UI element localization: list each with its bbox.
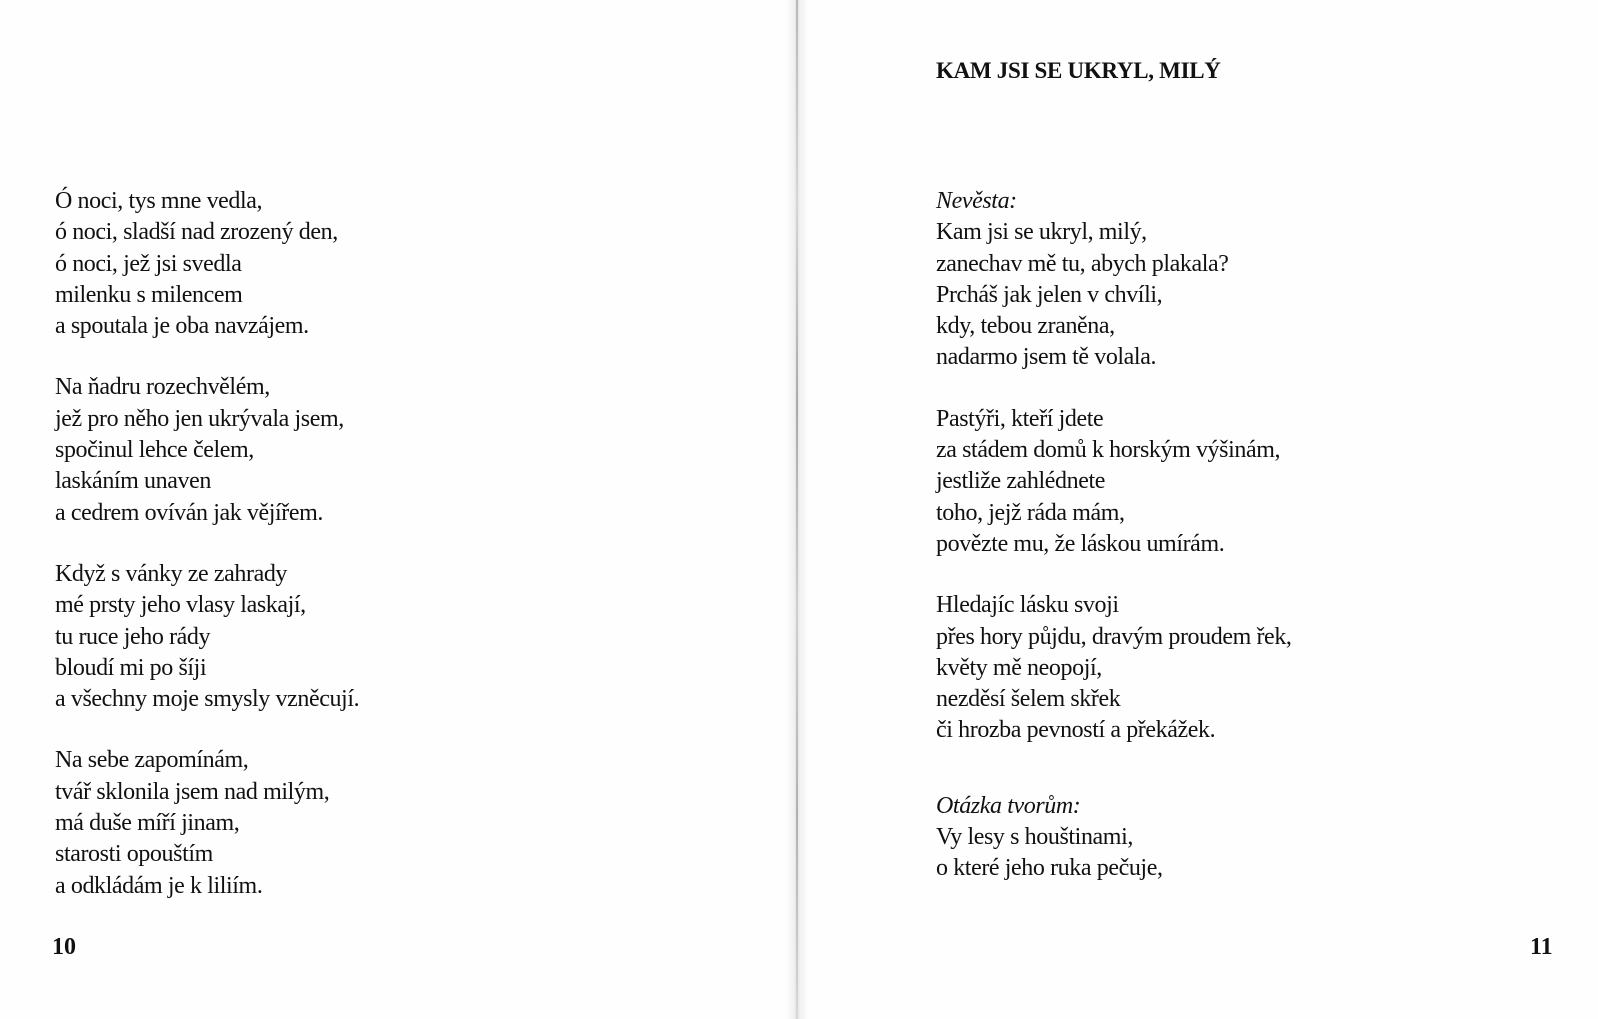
- verse-line: spočinul lehce čelem,: [55, 437, 254, 464]
- left-page-poem: [55, 186, 359, 932]
- verse-line: Hledajíc lásku svoji: [936, 592, 1119, 619]
- verse-line: mé prsty jeho vlasy laskají,: [55, 592, 306, 619]
- verse-line: Na ňadru rozechvělém,: [55, 374, 270, 401]
- stanza: [55, 186, 359, 342]
- stanza-gap: [936, 777, 1292, 791]
- book-spine-crease: [796, 0, 798, 1019]
- verse-line: tu ruce jeho rády: [55, 623, 211, 650]
- verse-line: či hrozba pevností a překážek.: [936, 717, 1216, 744]
- verse-line: Pastýři, kteří jdete: [936, 405, 1104, 432]
- verse-line: Vy lesy s houštinami,: [936, 824, 1133, 851]
- verse-line: má duše míří jinam,: [55, 810, 240, 837]
- right-page-poem: [936, 186, 1292, 915]
- verse-line: a odkládám je k liliím.: [55, 872, 263, 899]
- verse-line: za stádem domů k horským výšinám,: [936, 437, 1281, 464]
- verse-line: laskáním unaven: [55, 468, 211, 495]
- speaker-label: Otázka tvorům:: [936, 792, 1081, 819]
- verse-line: ó noci, jež jsi svedla: [55, 250, 242, 277]
- stanza: [936, 791, 1292, 885]
- verse-line: kdy, tebou zraněna,: [936, 313, 1115, 340]
- verse-line: Když s vánky ze zahrady: [55, 560, 288, 587]
- verse-line: nadarmo jsem tě volala.: [936, 344, 1157, 371]
- verse-line: nezděsí šelem skřek: [936, 686, 1121, 713]
- stanza: [55, 372, 359, 528]
- verse-line: a cedrem ovíván jak vějířem.: [55, 499, 324, 526]
- speaker-label: Nevěsta:: [936, 188, 1017, 214]
- verse-line: květy mě neopojí,: [936, 654, 1102, 681]
- verse-line: starosti opouštím: [55, 841, 213, 868]
- verse-line: Na sebe zapomínám,: [55, 747, 249, 774]
- stanza: [936, 404, 1292, 560]
- left-page: [0, 0, 786, 1019]
- verse-line: jež pro něho jen ukrývala jsem,: [55, 405, 344, 432]
- verse-line: ó noci, sladší nad zrozený den,: [55, 219, 338, 246]
- stanza: [936, 186, 1292, 374]
- right-page: [808, 0, 1598, 1019]
- verse-line: Prcháš jak jelen v chvíli,: [936, 281, 1163, 308]
- verse-line: Ó noci, tys mne vedla,: [55, 188, 263, 214]
- verse-line: tvář sklonila jsem nad milým,: [55, 778, 330, 805]
- page-number: 11: [1530, 934, 1553, 960]
- verse-line: zanechav mě tu, abych plakala?: [936, 250, 1229, 277]
- verse-line: povězte mu, že láskou umírám.: [936, 530, 1225, 557]
- verse-line: Kam jsi se ukryl, milý,: [936, 219, 1147, 246]
- verse-line: bloudí mi po šíji: [55, 654, 207, 681]
- verse-line: o které jeho ruka pečuje,: [936, 855, 1163, 882]
- verse-line: a spoutala je oba navzájem.: [55, 313, 309, 340]
- poem-title: KAM JSI SE UKRYL, MILÝ: [936, 58, 1221, 83]
- verse-line: toho, jejž ráda mám,: [936, 499, 1125, 526]
- verse-line: jestliže zahlédnete: [936, 468, 1105, 495]
- stanza: [55, 745, 359, 901]
- stanza: [936, 590, 1292, 746]
- verse-line: přes hory půjdu, dravým proudem řek,: [936, 623, 1292, 650]
- stanza: [55, 559, 359, 715]
- verse-line: a všechny moje smysly vzněcují.: [55, 686, 360, 713]
- page-number: 10: [52, 934, 76, 960]
- verse-line: milenku s milencem: [55, 281, 243, 308]
